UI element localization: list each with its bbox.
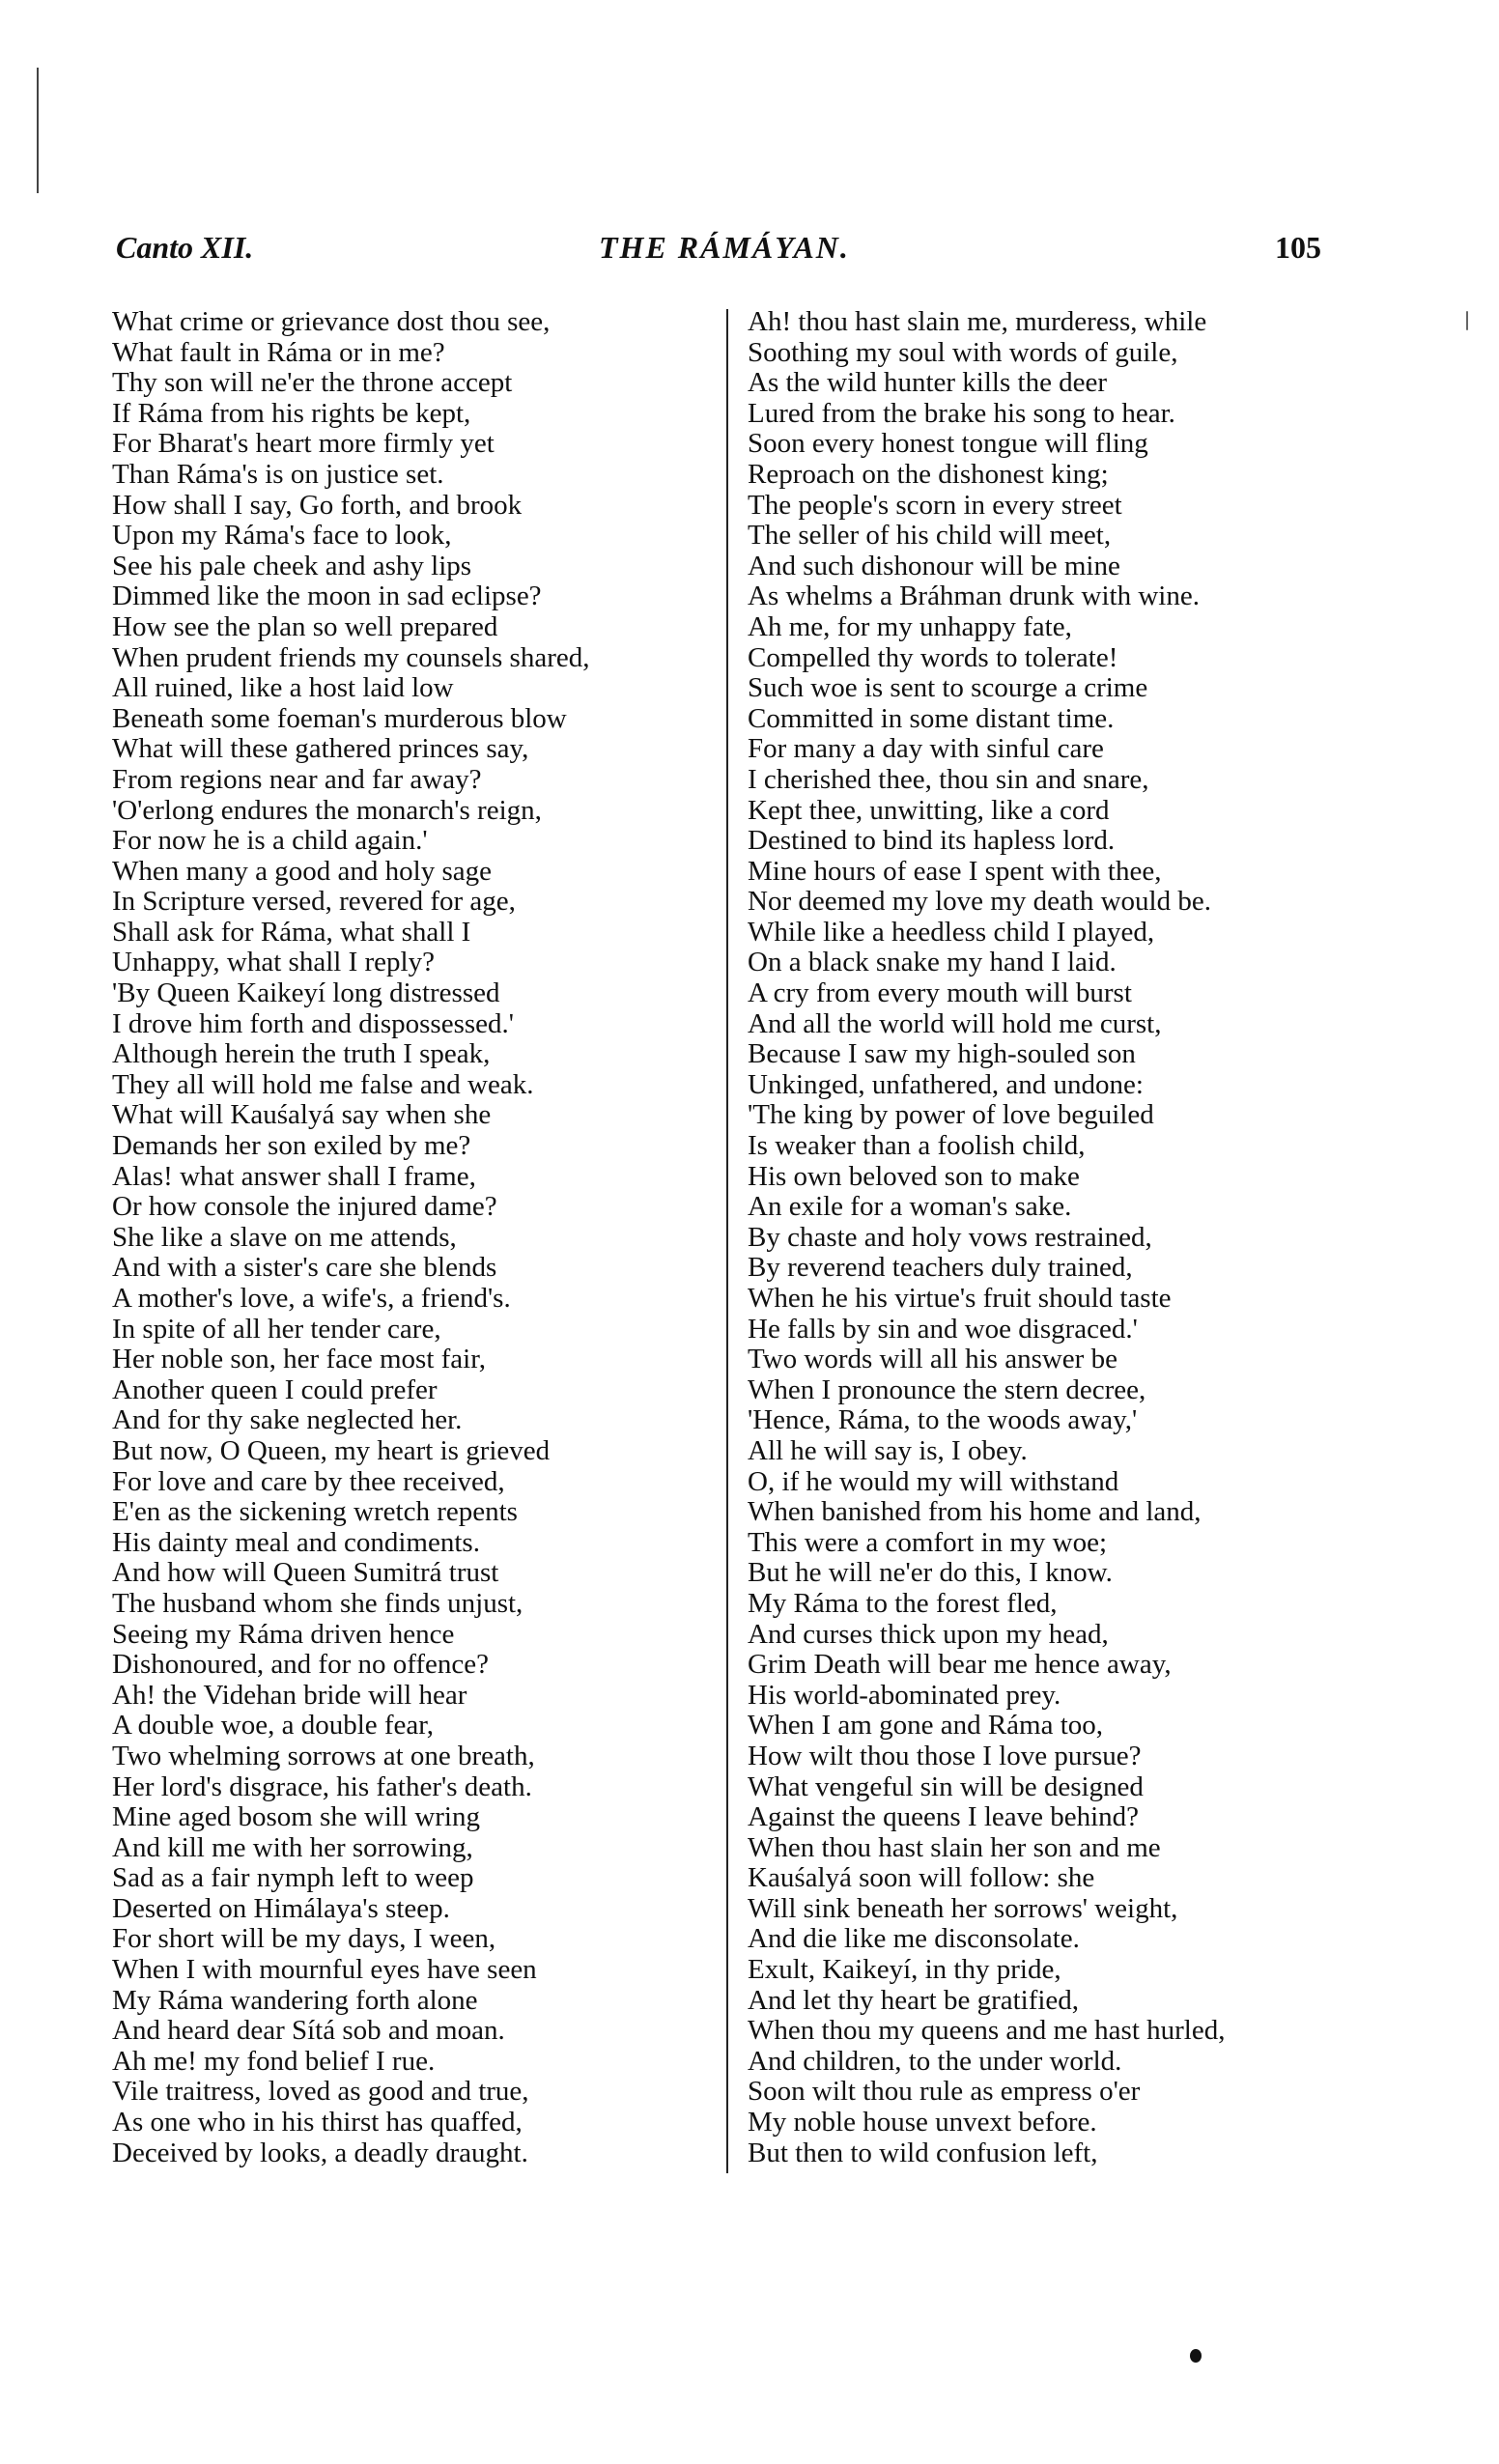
verse-line: His world-abominated prey. xyxy=(748,1679,1061,1711)
right-verse-column xyxy=(748,307,1366,2168)
verse-line: As one who in his thirst has quaffed, xyxy=(112,2107,523,2138)
verse-line: And let thy heart be gratified, xyxy=(748,1984,1080,2016)
verse-line: Unhappy, what shall I reply? xyxy=(112,947,435,978)
verse-line: And heard dear Sítá sob and moan. xyxy=(112,2015,505,2047)
verse-line: Destined to bind its hapless lord. xyxy=(748,825,1116,857)
verse-line: Shall ask for Ráma, what shall I xyxy=(112,916,471,948)
verse-line: What will these gathered princes say, xyxy=(112,733,529,765)
verse-line: Kauśalyá soon will follow: she xyxy=(748,1862,1095,1894)
page-header xyxy=(0,230,1499,278)
verse-line: Dishonoured, and for no offence? xyxy=(112,1649,490,1681)
verse-line: If Ráma from his rights be kept, xyxy=(112,397,471,429)
verse-line: When banished from his home and land, xyxy=(748,1496,1202,1528)
verse-line: Thy son will ne'er the throne accept xyxy=(112,367,513,399)
verse-line: For Bharat's heart more firmly yet xyxy=(112,428,495,460)
verse-line: When I with mournful eyes have seen xyxy=(112,1954,537,1986)
verse-line: Mine hours of ease I spent with thee, xyxy=(748,855,1162,887)
verse-line: Her noble son, her face most fair, xyxy=(112,1344,486,1375)
verse-line: Committed in some distant time. xyxy=(748,702,1115,734)
verse-line: But now, O Queen, my heart is grieved xyxy=(112,1434,551,1466)
verse-line: I cherished thee, thou sin and snare, xyxy=(748,763,1149,795)
verse-line: She like a slave on me attends, xyxy=(112,1221,457,1253)
verse-line: All he will say is, I obey. xyxy=(748,1434,1028,1466)
verse-line: Is weaker than a foolish child, xyxy=(748,1130,1086,1162)
verse-line: Or how console the injured dame? xyxy=(112,1191,497,1223)
verse-line: 'Hence, Ráma, to the woods away,' xyxy=(748,1404,1138,1436)
verse-line: How see the plan so well prepared xyxy=(112,610,498,642)
verse-line: When many a good and holy sage xyxy=(112,855,493,887)
verse-line: 'O'erlong endures the monarch's reign, xyxy=(112,794,542,826)
verse-line: Sad as a fair nymph left to weep xyxy=(112,1862,474,1894)
ink-speck xyxy=(1190,2349,1202,2363)
left-verse-column xyxy=(112,307,730,2168)
verse-line: Than Ráma's is on justice set. xyxy=(112,458,444,490)
verse-line: 'The king by power of love beguiled xyxy=(748,1099,1154,1131)
verse-line: Soon wilt thou rule as empress o'er xyxy=(748,2076,1141,2108)
verse-line: Beneath some foeman's murderous blow xyxy=(112,702,567,734)
verse-line: Deceived by looks, a deadly draught. xyxy=(112,2137,528,2168)
verse-line: Upon my Ráma's face to look, xyxy=(112,520,452,552)
verse-line: See his pale cheek and ashy lips xyxy=(112,550,472,581)
verse-line: As the wild hunter kills the deer xyxy=(748,367,1108,399)
verse-line: And how will Queen Sumitrá trust xyxy=(112,1557,499,1589)
verse-line: Against the queens I leave behind? xyxy=(748,1801,1140,1833)
verse-line: When thou hast slain her son and me xyxy=(748,1831,1161,1863)
verse-line: The seller of his child will meet, xyxy=(748,520,1112,552)
canto-label: Canto XII. xyxy=(116,230,254,265)
verse-line: And curses thick upon my head, xyxy=(748,1618,1109,1650)
verse-line: Alas! what answer shall I frame, xyxy=(112,1160,476,1192)
verse-line: Dimmed like the moon in sad eclipse? xyxy=(112,581,542,612)
verse-line: For love and care by thee received, xyxy=(112,1465,505,1497)
verse-line: How shall I say, Go forth, and brook xyxy=(112,489,523,521)
verse-line: Compelled thy words to tolerate! xyxy=(748,641,1118,673)
verse-line: When I pronounce the stern decree, xyxy=(748,1374,1146,1405)
verse-line: They all will hold me false and weak. xyxy=(112,1068,534,1100)
verse-line: Kept thee, unwitting, like a cord xyxy=(748,794,1110,826)
verse-line: And with a sister's care she blends xyxy=(112,1252,497,1284)
book-title: THE RÁMÁYAN. xyxy=(599,230,850,265)
verse-line: A double woe, a double fear, xyxy=(112,1710,435,1742)
verse-line: Ah! the Videhan bride will hear xyxy=(112,1679,467,1711)
verse-line: Reproach on the dishonest king; xyxy=(748,458,1109,490)
ink-speck xyxy=(1466,311,1468,330)
verse-line: From regions near and far away? xyxy=(112,763,482,795)
verse-line: But then to wild confusion left, xyxy=(748,2137,1098,2168)
verse-line: Seeing my Ráma driven hence xyxy=(112,1618,455,1650)
page-number: 105 xyxy=(1275,230,1321,265)
verse-line: A cry from every mouth will burst xyxy=(748,977,1132,1009)
verse-line: How wilt thou those I love pursue? xyxy=(748,1740,1142,1771)
verse-line: For many a day with sinful care xyxy=(748,733,1104,765)
verse-line: Two words will all his answer be xyxy=(748,1344,1117,1375)
verse-line: All ruined, like a host laid low xyxy=(112,672,454,704)
verse-line: An exile for a woman's sake. xyxy=(748,1191,1072,1223)
column-divider xyxy=(726,309,728,2173)
verse-line: This were a comfort in my woe; xyxy=(748,1526,1108,1558)
verse-line: On a black snake my hand I laid. xyxy=(748,947,1117,978)
verse-line: Vile traitress, loved as good and true, xyxy=(112,2076,529,2108)
verse-line: Unkinged, unfathered, and undone: xyxy=(748,1068,1144,1100)
verse-line: As whelms a Bráhman drunk with wine. xyxy=(748,581,1200,612)
margin-mark xyxy=(37,68,39,193)
verse-line: By chaste and holy vows restrained, xyxy=(748,1221,1152,1253)
verse-line: My Ráma to the forest fled, xyxy=(748,1587,1058,1619)
verse-line: When I am gone and Ráma too, xyxy=(748,1710,1104,1742)
verse-line: In spite of all her tender care, xyxy=(112,1313,441,1345)
verse-line: And all the world will hold me curst, xyxy=(748,1007,1162,1039)
verse-line: For now he is a child again.' xyxy=(112,825,428,857)
verse-line: He falls by sin and woe disgraced.' xyxy=(748,1313,1138,1345)
verse-line: O, if he would my will withstand xyxy=(748,1465,1119,1497)
verse-line: Exult, Kaikeyí, in thy pride, xyxy=(748,1954,1061,1986)
verse-line: Lured from the brake his song to hear. xyxy=(748,397,1175,429)
verse-line: Ah me, for my unhappy fate, xyxy=(748,610,1072,642)
verse-line: Deserted on Himálaya's steep. xyxy=(112,1892,450,1924)
verse-line: E'en as the sickening wretch repents xyxy=(112,1496,518,1528)
verse-line: My Ráma wandering forth alone xyxy=(112,1984,478,2016)
verse-line: While like a heedless child I played, xyxy=(748,916,1155,948)
verse-line: When prudent friends my counsels shared, xyxy=(112,641,590,673)
verse-line: Soon every honest tongue will fling xyxy=(748,428,1148,460)
verse-line: Grim Death will bear me hence away, xyxy=(748,1649,1172,1681)
verse-line: And for thy sake neglected her. xyxy=(112,1404,463,1436)
verse-line: What crime or grievance dost thou see, xyxy=(112,306,551,337)
verse-line: Another queen I could prefer xyxy=(112,1374,438,1405)
verse-line: Although herein the truth I speak, xyxy=(112,1038,491,1070)
verse-line: Nor deemed my love my death would be. xyxy=(748,886,1211,918)
verse-line: My noble house unvext before. xyxy=(748,2107,1097,2138)
verse-line: By reverend teachers duly trained, xyxy=(748,1252,1133,1284)
verse-line: What will Kauśalyá say when she xyxy=(112,1099,492,1131)
verse-line: For short will be my days, I ween, xyxy=(112,1923,496,1955)
verse-line: But he will ne'er do this, I know. xyxy=(748,1557,1113,1589)
verse-line: When thou my queens and me hast hurled, xyxy=(748,2015,1226,2047)
verse-line: A mother's love, a wife's, a friend's. xyxy=(112,1283,511,1314)
verse-line: The husband whom she finds unjust, xyxy=(112,1587,523,1619)
verse-line: Will sink beneath her sorrows' weight, xyxy=(748,1892,1178,1924)
verse-line: When he his virtue's fruit should taste xyxy=(748,1283,1172,1314)
verse-line: What fault in Ráma or in me? xyxy=(112,336,445,368)
verse-line: Mine aged bosom she will wring xyxy=(112,1801,480,1833)
verse-line: Two whelming sorrows at one breath, xyxy=(112,1740,535,1771)
verse-line: Ah me! my fond belief I rue. xyxy=(112,2045,436,2077)
verse-line: I drove him forth and dispossessed.' xyxy=(112,1007,514,1039)
verse-line: Because I saw my high-souled son xyxy=(748,1038,1136,1070)
verse-line: And kill me with her sorrowing, xyxy=(112,1831,473,1863)
verse-line: What vengeful sin will be designed xyxy=(748,1770,1144,1802)
verse-line: The people's scorn in every street xyxy=(748,489,1122,521)
verse-line: Such woe is sent to scourge a crime xyxy=(748,672,1148,704)
verse-line: His own beloved son to make xyxy=(748,1160,1080,1192)
verse-line: And such dishonour will be mine xyxy=(748,550,1120,581)
verse-line: Soothing my soul with words of guile, xyxy=(748,336,1178,368)
verse-line: And die like me disconsolate. xyxy=(748,1923,1080,1955)
verse-line: 'By Queen Kaikeyí long distressed xyxy=(112,977,500,1009)
verse-line: Demands her son exiled by me? xyxy=(112,1130,471,1162)
verse-line: In Scripture versed, revered for age, xyxy=(112,886,516,918)
verse-line: And children, to the under world. xyxy=(748,2045,1122,2077)
verse-line: Ah! thou hast slain me, murderess, while xyxy=(748,306,1207,337)
verse-line: Her lord's disgrace, his father's death. xyxy=(112,1770,532,1802)
verse-line: His dainty meal and condiments. xyxy=(112,1526,480,1558)
